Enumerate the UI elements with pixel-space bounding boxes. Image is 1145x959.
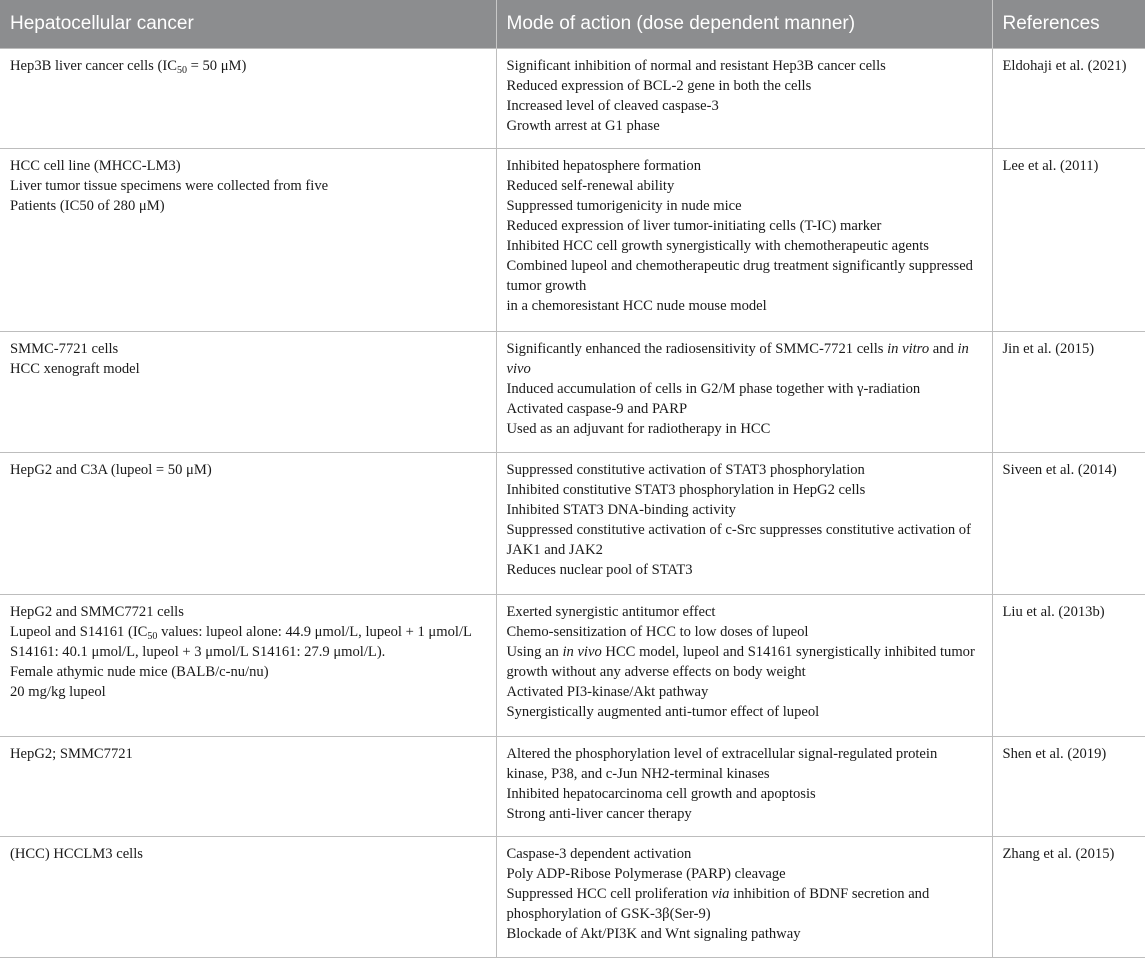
mode-line: Increased level of cleaved caspase-3 [506, 98, 719, 114]
cancer-cell [0, 149, 496, 332]
reference-cell [992, 149, 1145, 332]
cancer-line: Liver tumor tissue specimens were collected from five [10, 178, 329, 194]
mode-line: Used as an adjuvant for radiotherapy in HCC [506, 421, 771, 437]
cancer-cell [0, 453, 496, 595]
table-header [0, 0, 1145, 49]
cancer-line: HepG2 and C3A (lupeol = 50 μM) [10, 462, 212, 478]
cancer-cell [0, 49, 496, 149]
mode-cell [496, 332, 992, 453]
mode-line: Suppressed tumorigenicity in nude mice [506, 198, 742, 214]
table-row [0, 149, 1145, 332]
table-row [0, 453, 1145, 595]
table-row [0, 837, 1145, 958]
cancer-line: Hep3B liver cancer cells ($IC_{50} = 50$ μM) [10, 58, 247, 76]
mode-line: Synergistically augmented anti-tumor effect of lupeol [506, 704, 820, 720]
mode-line: Reduces nuclear pool of STAT3 [506, 562, 693, 578]
reference-cell [992, 595, 1145, 737]
mode-line: Activated PI3-kinase/Akt pathway [506, 684, 709, 700]
reference-cell [992, 49, 1145, 149]
reference-link[interactable]: Eldohaji et al. (2021) [1002, 58, 1127, 74]
mode-line: Suppressed constitutive activation of c-Src suppresses constitutive activation of JAK1 and JAK2 [506, 522, 971, 558]
mode-line: Caspase-3 dependent activation [506, 846, 692, 862]
cancer-line: Patients (IC50 of 280 μM) [10, 198, 165, 214]
mode-line: Reduced self-renewal ability [506, 178, 675, 194]
cancer-cell [0, 837, 496, 958]
table-row [0, 595, 1145, 737]
header-cancer: Hepatocellular cancer [0, 0, 496, 49]
mode-line: Using an in vivo HCC model, lupeol and S14161 synergistically inhibited tumor growth without any adverse effects on body weight [506, 644, 975, 680]
mode-line: Exerted synergistic antitumor effect [506, 604, 716, 620]
cancer-line: Lupeol and S14161 ($IC_{50}$ values: lupeol alone: 44.9 μmol/L, lupeol + 1 μmol/L S14161: 40.1 μmol/L, lupeol + 3 μmol/L S14161: 27.9 μmol/L). [10, 624, 472, 660]
reference-cell [992, 737, 1145, 837]
reference-link[interactable]: Siveen et al. (2014) [1002, 462, 1117, 478]
mode-line: Suppressed constitutive activation of STAT3 phosphorylation [506, 462, 865, 478]
mode-line: Reduced expression of liver tumor-initiating cells (T-IC) marker [506, 218, 882, 234]
header-references: References [992, 0, 1145, 49]
mode-line: Combined lupeol and chemotherapeutic drug treatment significantly suppressed tumor growth [506, 258, 973, 294]
table-row [0, 332, 1145, 453]
table-row [0, 49, 1145, 149]
mode-line: Inhibited STAT3 DNA-binding activity [506, 502, 736, 518]
mode-line: Inhibited hepatosphere formation [506, 158, 702, 174]
cancer-cell [0, 737, 496, 837]
mode-cell [496, 453, 992, 595]
mode-cell [496, 595, 992, 737]
table-body [0, 49, 1145, 958]
mode-cell [496, 837, 992, 958]
mode-line: Significant inhibition of normal and resistant Hep3B cancer cells [506, 58, 886, 74]
mode-line: Activated caspase-9 and PARP [506, 401, 688, 417]
reference-cell [992, 837, 1145, 958]
mode-line: Significantly enhanced the radiosensitivity of SMMC-7721 cells in vitro and in vivo [506, 341, 969, 377]
reference-cell [992, 332, 1145, 453]
cancer-cell [0, 332, 496, 453]
mode-cell [496, 149, 992, 332]
reference-cell [992, 453, 1145, 595]
mode-line: Suppressed HCC cell proliferation via inhibition of BDNF secretion and phosphorylation of GSK-3β(Ser-9) [506, 886, 930, 922]
mode-line: Chemo-sensitization of HCC to low doses of lupeol [506, 624, 809, 640]
reference-link[interactable]: Lee et al. (2011) [1002, 158, 1099, 174]
mode-line: Poly ADP-Ribose Polymerase (PARP) cleavage [506, 866, 786, 882]
cancer-line: (HCC) HCCLM3 cells [10, 846, 143, 862]
table-row [0, 737, 1145, 837]
mode-line: Induced accumulation of cells in G2/M phase together with γ-radiation [506, 381, 921, 397]
cancer-line: HepG2 and SMMC7721 cells [10, 604, 184, 620]
cancer-line: 20 mg/kg lupeol [10, 684, 106, 700]
mode-line: Blockade of Akt/PI3K and Wnt signaling pathway [506, 926, 801, 942]
mode-line: Inhibited hepatocarcinoma cell growth and apoptosis [506, 786, 816, 802]
cancer-line: HepG2; SMMC7721 [10, 746, 133, 762]
mode-cell [496, 49, 992, 149]
mode-line: Inhibited constitutive STAT3 phosphorylation in HepG2 cells [506, 482, 866, 498]
mode-line: Strong anti-liver cancer therapy [506, 806, 692, 822]
reference-link[interactable]: Shen et al. (2019) [1002, 746, 1107, 762]
mode-line: Altered the phosphorylation level of extracellular signal-regulated protein kinase, P38, and c-Jun NH2-terminal kinases [506, 746, 938, 782]
cancer-line: HCC xenograft model [10, 361, 140, 377]
header-row [0, 0, 1145, 49]
mode-line: Reduced expression of BCL-2 gene in both the cells [506, 78, 812, 94]
reference-link[interactable]: Jin et al. (2015) [1002, 341, 1095, 357]
mode-line: in a chemoresistant HCC nude mouse model [506, 298, 767, 314]
mode-line: Growth arrest at G1 phase [506, 118, 660, 134]
cancer-line: HCC cell line (MHCC-LM3) [10, 158, 181, 174]
cancer-line: Female athymic nude mice (BALB/c-nu/nu) [10, 664, 269, 680]
mode-line: Inhibited HCC cell growth synergistically with chemotherapeutic agents [506, 238, 929, 254]
header-mode-of-action: Mode of action (dose dependent manner) [496, 0, 992, 49]
mode-cell [496, 737, 992, 837]
reference-link[interactable]: Liu et al. (2013b) [1002, 604, 1105, 620]
reference-link[interactable]: Zhang et al. (2015) [1002, 846, 1115, 862]
cancer-cell [0, 595, 496, 737]
cancer-line: SMMC-7721 cells [10, 341, 119, 357]
